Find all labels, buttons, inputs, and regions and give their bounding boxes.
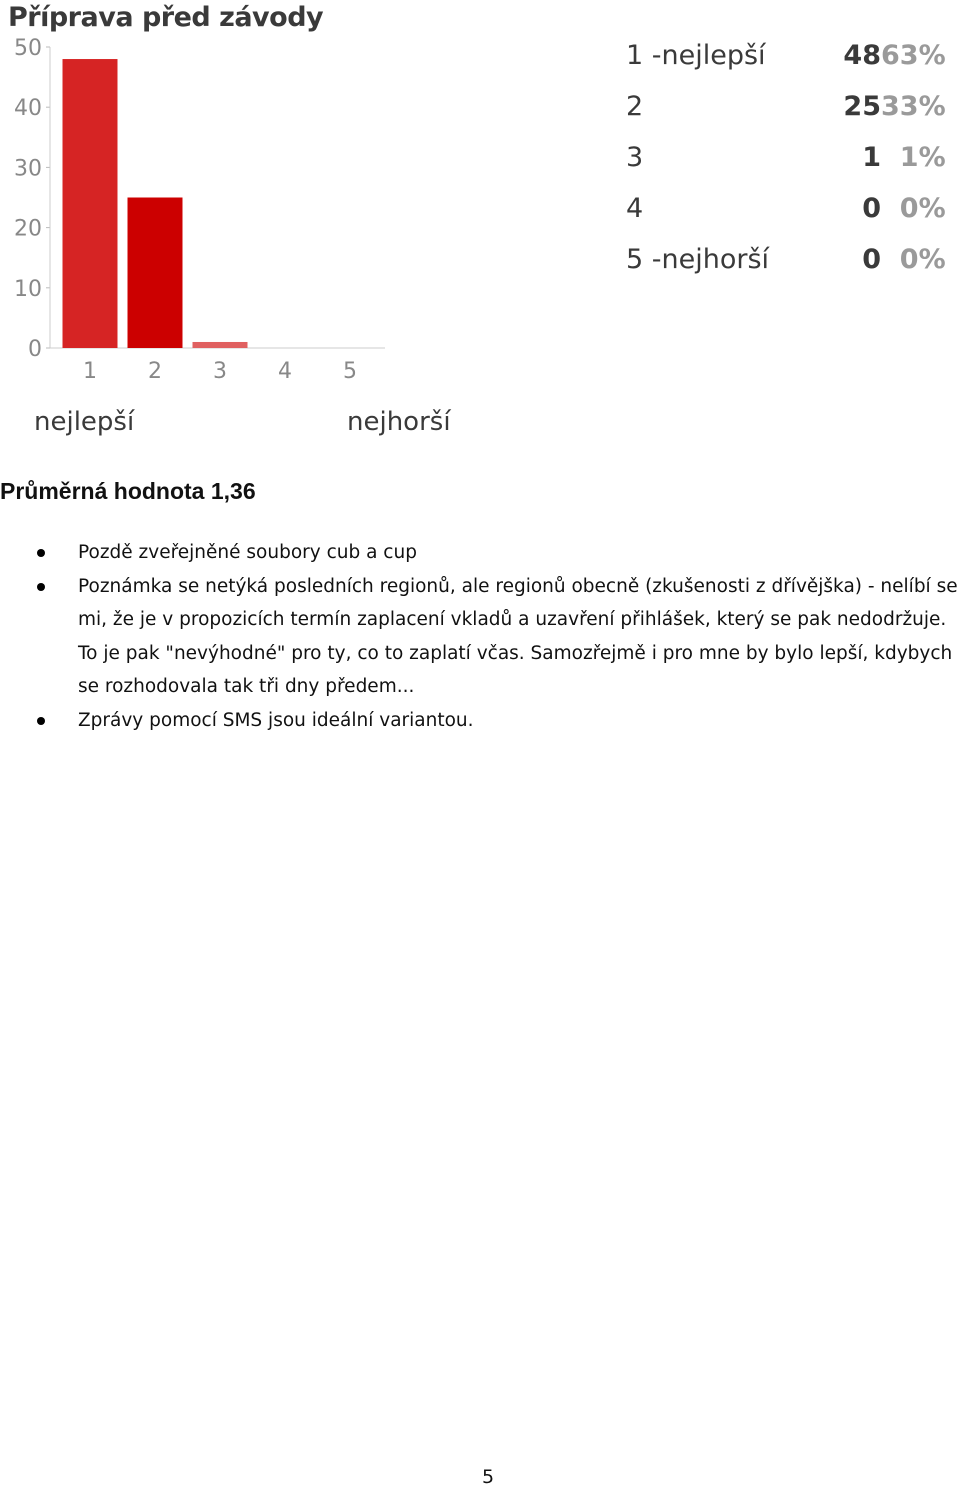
x-tick-label: 4 (278, 359, 292, 384)
notes-list (0, 536, 960, 737)
bar (193, 342, 248, 348)
y-tick-label: 50 (14, 36, 42, 61)
y-tick-label: 30 (14, 156, 42, 182)
chart-title: Příprava před závody (8, 2, 324, 33)
bar (63, 59, 118, 348)
y-tick-label: 10 (14, 276, 42, 302)
bullet-icon (37, 717, 45, 725)
note-text: Poznámka se netýká posledních regionů, ale regionů obecně (zkušenosti z dřívějška) - nelíbí se mi, že je v propozicích termín zaplacení vkladů a uzavření přihlášek, který se pak nedodržuje. To je pak "nevýhodné" pro ty, co to zaplatí včas. Samozřejmě i pro mne by bylo lepší, kdybych se rozhodovala tak tři dny předem... (78, 575, 958, 697)
y-tick-label: 0 (28, 337, 42, 362)
legend-row (626, 81, 946, 132)
legend-row (626, 183, 946, 234)
x-tick-label: 3 (213, 359, 227, 384)
legend-label: 3 (626, 142, 644, 173)
average-heading: Průměrná hodnota 1,36 (0, 478, 256, 504)
legend-count: 0 (862, 193, 881, 224)
legend-label: 2 (626, 91, 644, 122)
list-item (0, 704, 960, 738)
legend-count: 0 (862, 244, 881, 275)
x-tick-label: 2 (148, 359, 162, 384)
legend-label: 4 (626, 193, 644, 224)
legend-row (626, 234, 946, 285)
list-item (0, 536, 960, 570)
legend-percent: 1% (899, 142, 946, 173)
bar (128, 198, 183, 349)
note-text: Zprávy pomocí SMS jsou ideální variantou. (78, 709, 474, 731)
legend-row (626, 132, 946, 183)
bar-chart (0, 0, 620, 445)
page-number: 5 (481, 1466, 495, 1488)
legend-row (626, 30, 946, 81)
legend-percent: 63% (881, 40, 946, 71)
bullet-icon (37, 549, 45, 557)
axis-note-right: nejhorší (347, 407, 451, 437)
legend-percent: 33% (881, 91, 946, 122)
legend-percent: 0% (899, 244, 946, 275)
x-tick-label: 5 (343, 359, 357, 384)
x-tick-label: 1 (83, 359, 97, 384)
axis-note-left: nejlepší (34, 407, 135, 437)
legend-label: 5 -nejhorší (626, 244, 770, 275)
bullet-icon (37, 583, 45, 591)
legend-count: 25 (843, 91, 881, 122)
legend-count: 1 (862, 142, 881, 173)
y-tick-label: 40 (14, 96, 42, 122)
note-text: Pozdě zveřejněné soubory cub a cup (78, 542, 417, 563)
legend-count: 48 (843, 40, 881, 71)
list-item (0, 570, 960, 704)
legend-label: 1 -nejlepší (626, 40, 766, 71)
y-tick-label: 20 (14, 216, 42, 242)
chart-figure (0, 0, 960, 445)
legend-table (626, 30, 946, 285)
legend-percent: 0% (899, 193, 946, 224)
